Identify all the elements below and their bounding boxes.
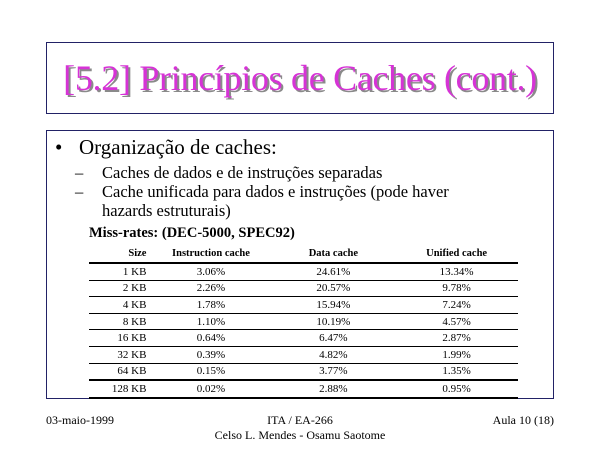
table-cell: 8 KB	[89, 313, 150, 330]
table-caption: Miss-rates: (DEC-5000, SPEC92)	[89, 225, 295, 241]
sub-item-text: Caches de dados e de instruções separadas	[102, 163, 383, 182]
dash-icon: –	[75, 182, 84, 201]
miss-rate-table	[89, 244, 518, 399]
footer-page: Aula 10 (18)	[492, 413, 554, 427]
table-cell: 15.94%	[271, 297, 395, 314]
table-cell: 0.39%	[150, 346, 271, 363]
column-header: Instruction cache	[150, 244, 271, 263]
bullet-icon: •	[55, 135, 63, 159]
table-cell: 64 KB	[89, 363, 150, 380]
table-cell: 20.57%	[271, 280, 395, 297]
sub-item-text: Cache unificada para dados e instruções (pode haver	[102, 182, 449, 201]
table-cell: 1 KB	[122, 265, 147, 278]
table-cell: 13.34%	[439, 265, 474, 278]
table-cell: 10.19%	[271, 313, 395, 330]
footer-course: ITA / EA-266	[267, 413, 333, 427]
table-cell: 0.02%	[150, 380, 271, 398]
table-cell: 1.35%	[395, 363, 518, 380]
slide-title: [5.2] Princípios de Caches (cont.)	[63, 58, 537, 98]
table-cell: 6.47%	[271, 330, 395, 347]
table-row	[89, 330, 518, 347]
table-cell: 4 KB	[89, 297, 150, 314]
table-row	[89, 313, 518, 330]
table-cell: 128 KB	[89, 380, 150, 398]
table-cell: 4.82%	[271, 346, 395, 363]
table-cell: 9.78%	[395, 280, 518, 297]
table-cell: 7.24%	[395, 297, 518, 314]
table-row	[89, 363, 518, 380]
table-row	[89, 263, 518, 280]
table-cell: 1.10%	[150, 313, 271, 330]
footer-date: 03-maio-1999	[46, 413, 114, 427]
content-frame	[46, 130, 554, 399]
table-cell: 1.78%	[150, 297, 271, 314]
table-cell: 2.87%	[395, 330, 518, 347]
table-cell: 0.95%	[395, 380, 518, 398]
footer-authors: Celso L. Mendes - Osamu Saotome	[214, 428, 386, 442]
sub-item	[75, 163, 382, 182]
table-cell: 2.26%	[150, 280, 271, 297]
table-cell: 1.99%	[395, 346, 518, 363]
table-cell: 2 KB	[89, 280, 150, 297]
table-cell: 0.64%	[150, 330, 271, 347]
table-cell: 4.57%	[395, 313, 518, 330]
column-header: Data cache	[271, 244, 395, 263]
table-cell: 0.15%	[150, 363, 271, 380]
sub-item-continuation: hazards estruturais)	[102, 201, 231, 220]
bullet-item	[55, 135, 277, 160]
table-header-row	[89, 244, 518, 263]
bullet-text: Organização de caches:	[79, 135, 277, 159]
column-header: Size	[89, 244, 150, 263]
dash-icon: –	[75, 163, 84, 182]
table-cell: 2.88%	[271, 380, 395, 398]
table-cell: 16 KB	[89, 330, 150, 347]
table-row	[89, 280, 518, 297]
table-cell: 24.61%	[316, 265, 351, 278]
table-row	[89, 380, 518, 398]
table-row	[89, 346, 518, 363]
sub-item	[75, 182, 449, 201]
table-cell: 3.77%	[271, 363, 395, 380]
table-cell: 32 KB	[89, 346, 150, 363]
column-header: Unified cache	[395, 244, 518, 263]
title-frame	[46, 42, 554, 114]
table-cell: 3.06%	[196, 265, 226, 278]
table-row	[89, 297, 518, 314]
